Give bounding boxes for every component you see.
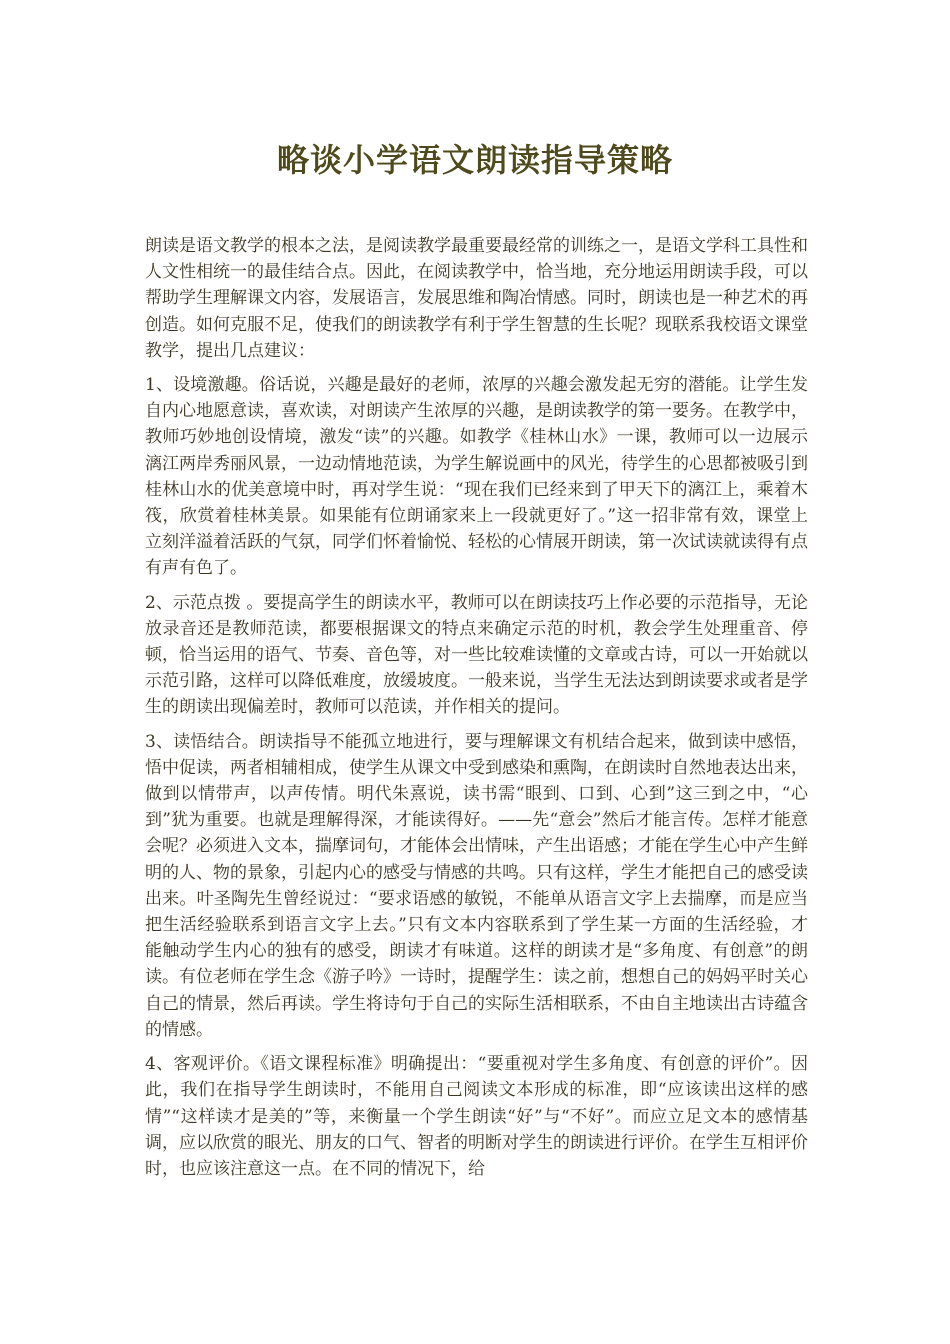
section-3-paragraph: 3、读悟结合。朗读指导不能孤立地进行，要与理解课文有机结合起来，做到读中感悟，悟中促读，两者相辅相成，使学生从课文中受到感染和熏陶，在朗读时自然地表达出来，做到以情带声，以声传情。明代朱熹说，读书需“眼到、口到、心到”这三到之中，“心到”犹为重要。也就是理解得深，才能读得好。——先“意会”然后才能言传。怎样才能意会呢？必须进入文本，揣摩词句，才能体会出情味，产生出语感；才能在学生心中产生鲜明的人、物的景象，引起内心的感受与情感的共鸣。只有这样，学生才能把自己的感受读出来。叶圣陶先生曾经说过：“要求语感的敏锐，不能单从语言文字上去揣摩，而是应当把生活经验联系到语言文字上去。”只有文本内容联系到了学生某一方面的生活经验，才能触动学生内心的独有的感受，朗读才有味道。这样的朗读才是“多角度、有创意”的朗读。有位老师在学生念《游子吟》一诗时，提醒学生：读之前，想想自己的妈妈平时关心自己的情景，然后再读。学生将诗句于自己的实际生活相联系，不由自主地读出古诗蕴含的情感。 [145,731,808,1040]
section-4-paragraph: 4、客观评价。《语文课程标准》明确提出：“要重视对学生多角度、有创意的评价”。因此，我们在指导学生朗读时，不能用自己阅读文本形成的标准，即“应该读出这样的感情”“这样读才是美的”等，来衡量一个学生朗读“好”与“不好”。而应立足文本的感情基调，应以欣赏的眼光、朋友的口气、智者的明断对学生的朗读进行评价。在学生互相评价时，也应该注意这一点。在不同的情况下，给 [145,1054,808,1179]
document-body [145,233,808,1190]
section-2-paragraph: 2、示范点拨 。要提高学生的朗读水平，教师可以在朗读技巧上作必要的示范指导，无论放录音还是教师范读，都要根据课文的特点来确定示范的时机，教会学生处理重音、停顿，恰当运用的语气、节奏、音色等，对一些比较难读懂的文章或古诗，可以一开始就以示范引路，这样可以降低难度，放缓坡度。一般来说，当学生无法达到朗读要求或者是学生的朗读出现偏差时，教师可以范读，并作相关的提问。 [145,592,808,718]
section-1-paragraph: 1、设境激趣。俗话说，兴趣是最好的老师，浓厚的兴趣会激发起无穷的潜能。让学生发自内心地愿意读，喜欢读，对朗读产生浓厚的兴趣，是朗读教学的第一要务。在教学中，教师巧妙地创设情境，激发“读”的兴趣。如教学《桂林山水》一课，教师可以一边展示漓江两岸秀丽风景，一边动情地范读，为学生解说画中的风光，待学生的心思都被吸引到桂林山水的优美意境中时，再对学生说：“现在我们已经来到了甲天下的漓江上，乘着木筏，欣赏着桂林美景。如果能有位朗诵家来上一段就更好了。”这一招非常有效，课堂上立刻洋溢着活跃的气氛，同学们怀着愉悦、轻松的心情展开朗读，第一次试读就读得有点有声有色了。 [145,375,808,579]
intro-paragraph: 朗读是语文教学的根本之法，是阅读教学最重要最经常的训练之一，是语文学科工具性和人文性相统一的最佳结合点。因此，在阅读教学中，恰当地，充分地运用朗读手段，可以帮助学生理解课文内容，发展语言，发展思维和陶冶情感。同时，朗读也是一种艺术的再创造。如何克服不足，使我们的朗读教学有利于学生智慧的生长呢？现联系我校语文课堂教学，提出几点建议： [145,236,808,361]
document-title: 略谈小学语文朗读指导策略 [276,141,673,179]
